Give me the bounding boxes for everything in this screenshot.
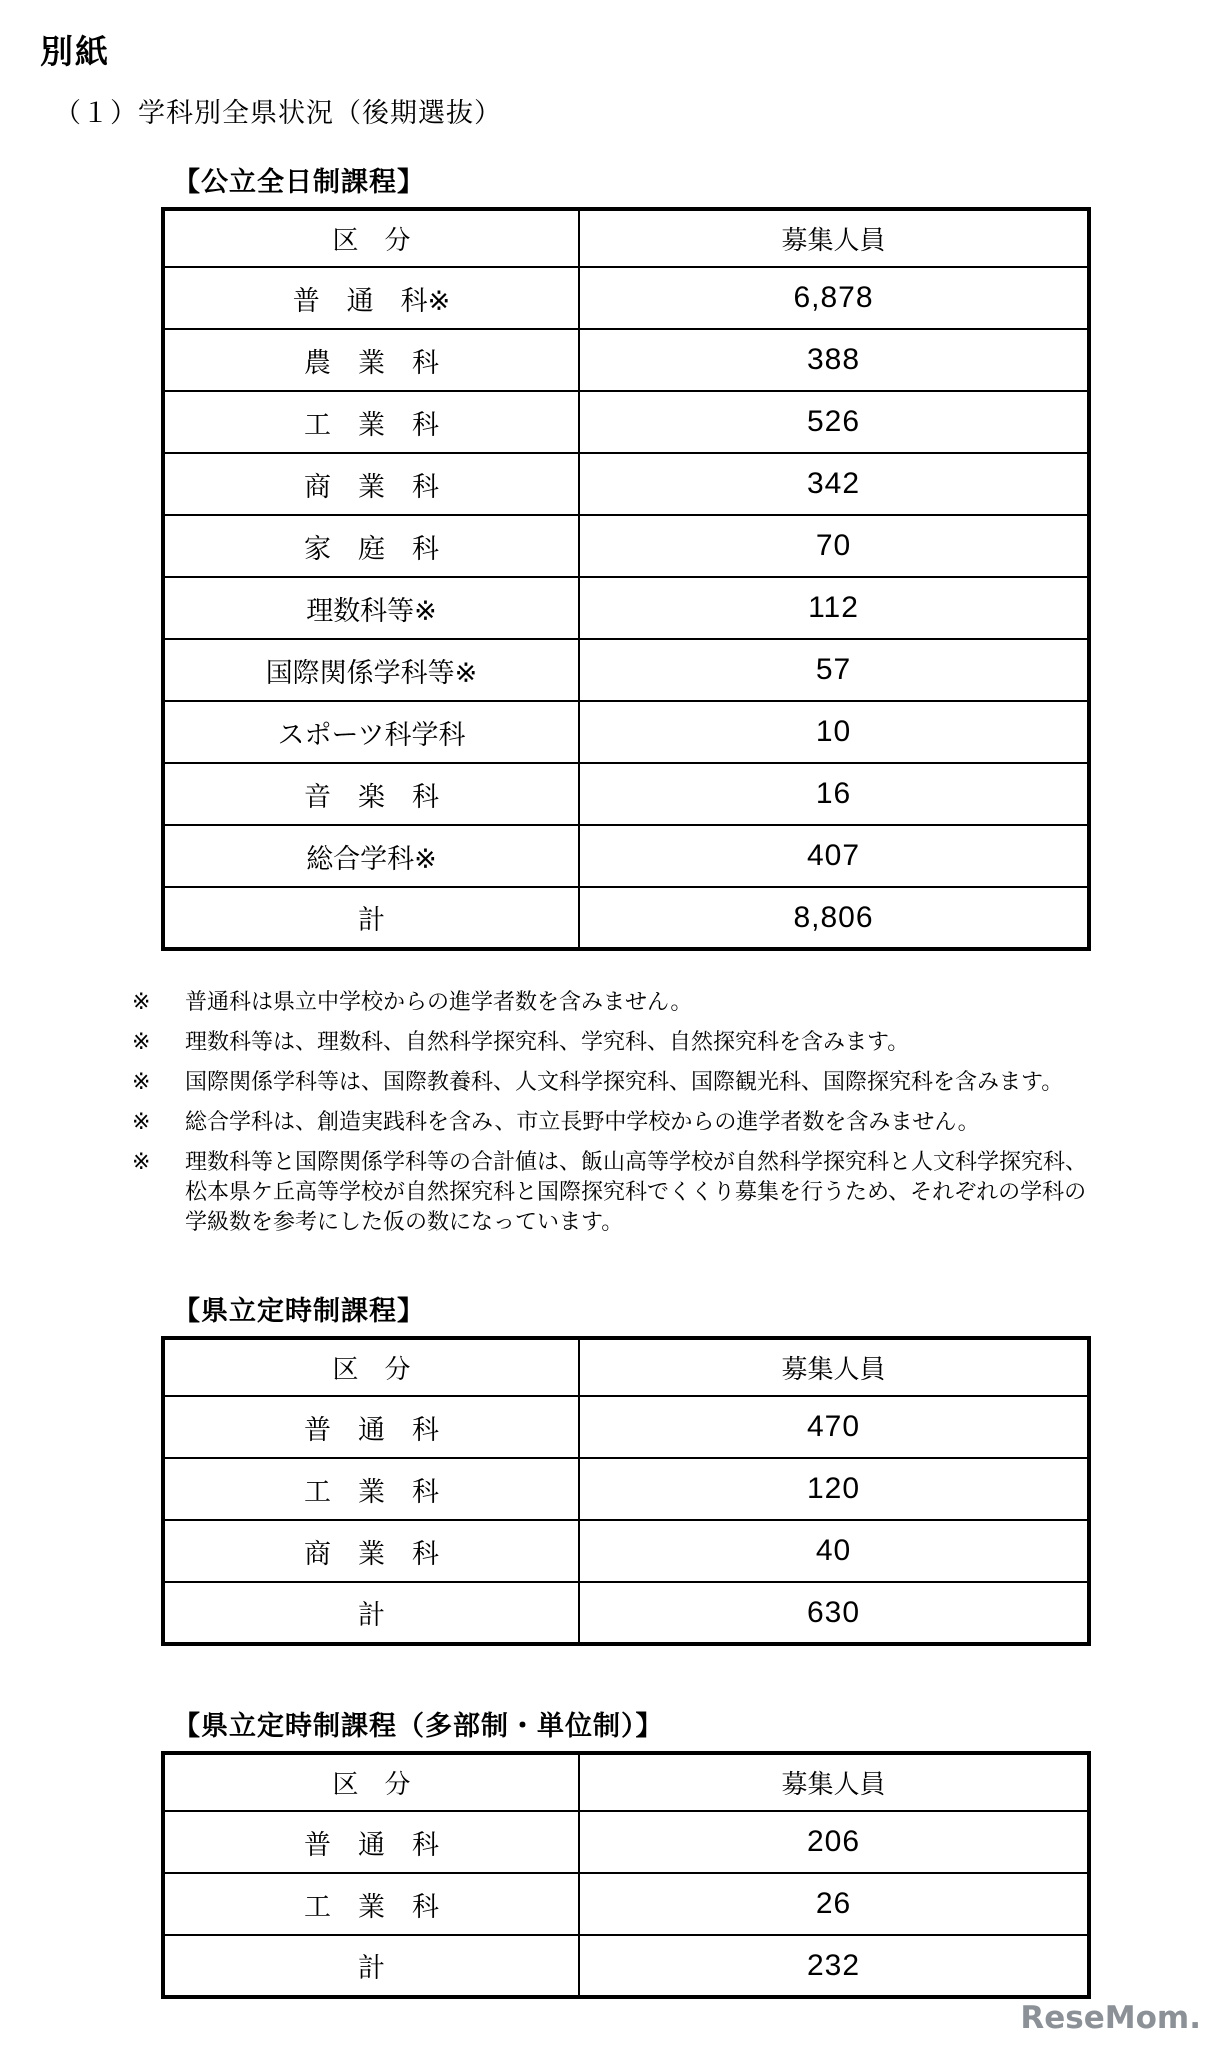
column-header-capacity: 募集人員 xyxy=(579,1753,1089,1811)
table-row xyxy=(163,391,1089,453)
category-cell: 普 通 科※ xyxy=(163,267,579,329)
capacity-cell: 10 xyxy=(579,701,1089,763)
note-marker: ※ xyxy=(132,1029,151,1054)
column-header-capacity: 募集人員 xyxy=(579,209,1089,267)
capacity-cell: 120 xyxy=(579,1458,1089,1520)
category-cell: 工 業 科 xyxy=(163,1873,579,1935)
capacity-cell: 407 xyxy=(579,825,1089,887)
note-text: 国際関係学科等は、国際教養科、人文科学探究科、国際観光科、国際探究科を含みます。 xyxy=(185,1069,1064,1094)
category-cell: 普 通 科 xyxy=(163,1396,579,1458)
section-prefectural-part-time xyxy=(161,1289,1187,1646)
table-header-row xyxy=(163,1753,1089,1811)
category-cell: 普 通 科 xyxy=(163,1811,579,1873)
capacity-cell: 8,806 xyxy=(579,887,1089,949)
table-row xyxy=(163,1458,1089,1520)
column-header-category: 区 分 xyxy=(163,1338,579,1396)
category-cell: 工 業 科 xyxy=(163,391,579,453)
table-row xyxy=(163,1520,1089,1582)
table-prefectural-part-time xyxy=(161,1336,1091,1646)
category-cell: 総合学科※ xyxy=(163,825,579,887)
table-row xyxy=(163,1935,1089,1997)
table-row xyxy=(163,701,1089,763)
note-item xyxy=(132,987,1187,1017)
table-row xyxy=(163,329,1089,391)
capacity-cell: 470 xyxy=(579,1396,1089,1458)
page-subtitle: （１）学科別全県状況（後期選抜） xyxy=(54,98,502,128)
table-row xyxy=(163,1582,1089,1644)
note-item xyxy=(132,1147,1187,1237)
capacity-cell: 26 xyxy=(579,1873,1089,1935)
table-caption-prefectural-part-time: 【県立定時制課程】 xyxy=(173,1296,425,1326)
note-text: 理数科等は、理数科、自然科学探究科、学究科、自然探究科を含みます。 xyxy=(185,1029,910,1054)
category-cell: 家 庭 科 xyxy=(163,515,579,577)
capacity-cell: 70 xyxy=(579,515,1089,577)
capacity-cell: 112 xyxy=(579,577,1089,639)
category-cell: 計 xyxy=(163,887,579,949)
note-marker: ※ xyxy=(132,1109,151,1134)
column-header-category: 区 分 xyxy=(163,1753,579,1811)
note-marker: ※ xyxy=(132,1149,151,1174)
category-cell: 計 xyxy=(163,1935,579,1997)
capacity-cell: 16 xyxy=(579,763,1089,825)
table-public-full-time xyxy=(161,207,1091,951)
note-marker: ※ xyxy=(132,1069,151,1094)
column-header-capacity: 募集人員 xyxy=(579,1338,1089,1396)
capacity-cell: 630 xyxy=(579,1582,1089,1644)
category-cell: 商 業 科 xyxy=(163,453,579,515)
note-item xyxy=(132,1027,1187,1057)
notes-list xyxy=(132,987,1187,1237)
note-text: 理数科等と国際関係学科等の合計値は、飯山高等学校が自然科学探究科と人文科学探究科、松本県ケ丘高等学校が自然探究科と国際探究科でくくり募集を行うため、それぞれの学科の学級数を参考にした仮の数になっています。 xyxy=(185,1149,1088,1234)
table-header-row xyxy=(163,209,1089,267)
category-cell: 農 業 科 xyxy=(163,329,579,391)
capacity-cell: 232 xyxy=(579,1935,1089,1997)
table-row xyxy=(163,515,1089,577)
note-marker: ※ xyxy=(132,989,151,1014)
capacity-cell: 206 xyxy=(579,1811,1089,1873)
section-prefectural-part-time-multi xyxy=(161,1704,1187,1999)
table-header-row xyxy=(163,1338,1089,1396)
capacity-cell: 57 xyxy=(579,639,1089,701)
category-cell: 商 業 科 xyxy=(163,1520,579,1582)
category-cell: 理数科等※ xyxy=(163,577,579,639)
category-cell: 国際関係学科等※ xyxy=(163,639,579,701)
resemom-watermark: ReseMom. xyxy=(1020,2000,1201,2036)
column-header-category: 区 分 xyxy=(163,209,579,267)
table-prefectural-part-time-multi xyxy=(161,1751,1091,1999)
category-cell: 音 楽 科 xyxy=(163,763,579,825)
capacity-cell: 6,878 xyxy=(579,267,1089,329)
table-row xyxy=(163,267,1089,329)
table-row xyxy=(163,825,1089,887)
table-row xyxy=(163,1396,1089,1458)
table-row xyxy=(163,1811,1089,1873)
table-row xyxy=(163,887,1089,949)
note-item xyxy=(132,1107,1187,1137)
category-cell: 計 xyxy=(163,1582,579,1644)
page-title: 別紙 xyxy=(40,33,110,70)
note-text: 普通科は県立中学校からの進学者数を含みません。 xyxy=(185,989,693,1014)
table-row xyxy=(163,577,1089,639)
section-public-full-time xyxy=(161,160,1187,951)
note-item xyxy=(132,1067,1187,1097)
capacity-cell: 40 xyxy=(579,1520,1089,1582)
category-cell: スポーツ科学科 xyxy=(163,701,579,763)
note-text: 総合学科は、創造実践科を含み、市立長野中学校からの進学者数を含みません。 xyxy=(185,1109,980,1134)
table-row xyxy=(163,639,1089,701)
table-caption-public-full-time: 【公立全日制課程】 xyxy=(173,167,425,197)
table-row xyxy=(163,1873,1089,1935)
table-row xyxy=(163,763,1089,825)
table-row xyxy=(163,453,1089,515)
capacity-cell: 388 xyxy=(579,329,1089,391)
capacity-cell: 342 xyxy=(579,453,1089,515)
category-cell: 工 業 科 xyxy=(163,1458,579,1520)
table-caption-prefectural-part-time-multi: 【県立定時制課程（多部制・単位制）】 xyxy=(173,1711,664,1741)
capacity-cell: 526 xyxy=(579,391,1089,453)
